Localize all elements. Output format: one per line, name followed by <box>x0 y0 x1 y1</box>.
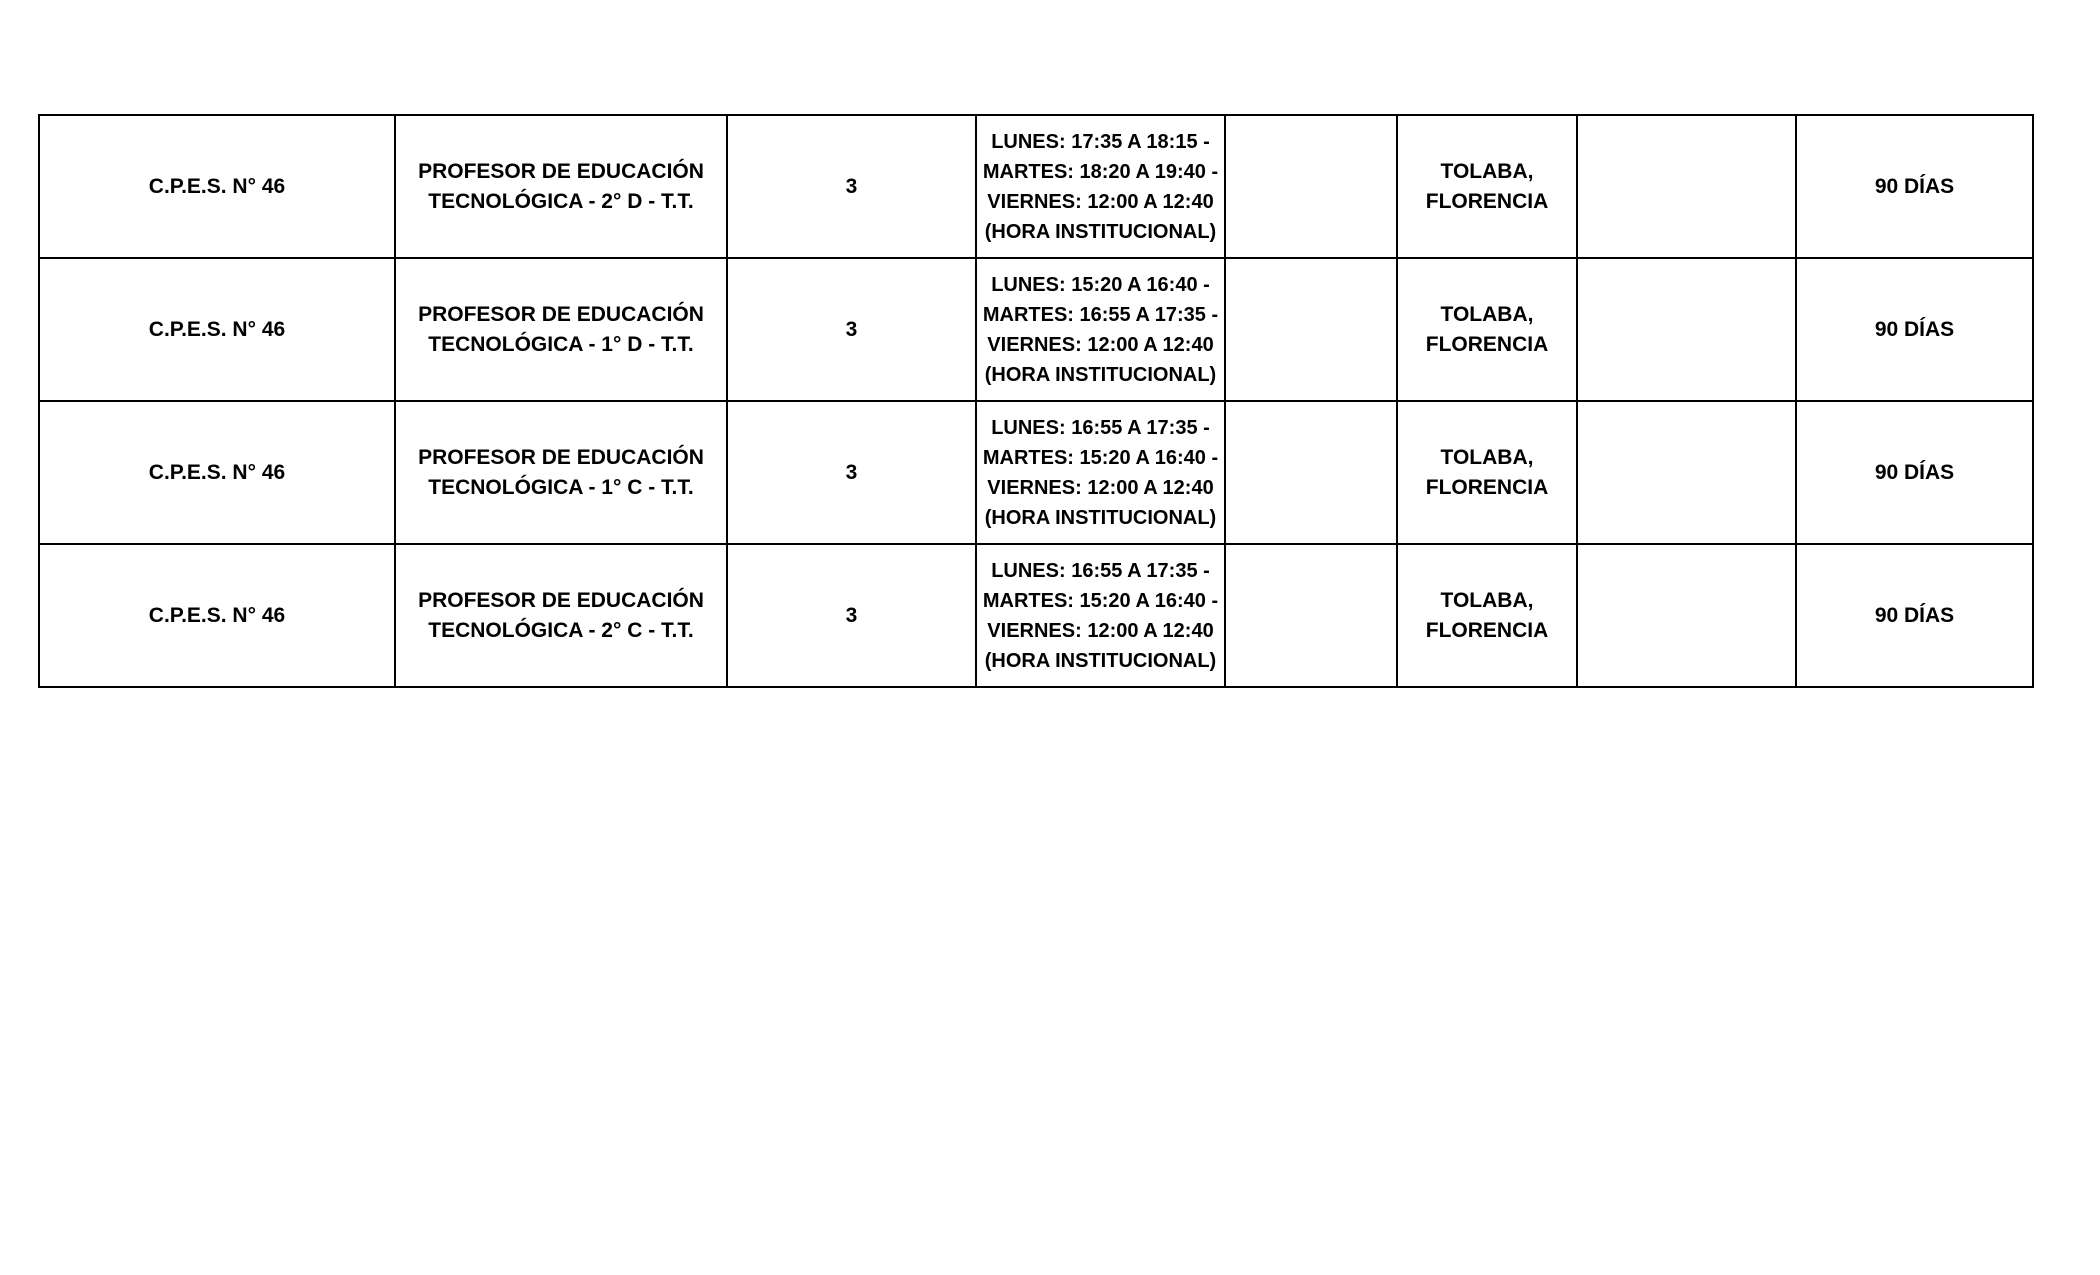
empty-cell <box>1577 401 1796 544</box>
hours-cell: 3 <box>727 544 976 687</box>
duration-cell: 90 DÍAS <box>1796 401 2033 544</box>
empty-cell <box>1225 544 1397 687</box>
duration-cell: 90 DÍAS <box>1796 115 2033 258</box>
empty-cell <box>1225 258 1397 401</box>
empty-cell <box>1577 258 1796 401</box>
table-row <box>39 258 2033 401</box>
duration-cell: 90 DÍAS <box>1796 544 2033 687</box>
schedule-cell: LUNES: 15:20 A 16:40 - MARTES: 16:55 A 17:35 - VIERNES: 12:00 A 12:40 (HORA INSTITUCIONAL) <box>976 258 1225 401</box>
position-cell: PROFESOR DE EDUCACIÓN TECNOLÓGICA - 1° C - T.T. <box>395 401 727 544</box>
empty-cell <box>1225 401 1397 544</box>
position-cell: PROFESOR DE EDUCACIÓN TECNOLÓGICA - 2° D - T.T. <box>395 115 727 258</box>
empty-cell <box>1577 115 1796 258</box>
hours-cell: 3 <box>727 115 976 258</box>
school-cell: C.P.E.S. N° 46 <box>39 401 395 544</box>
vacancy-table <box>38 114 2034 688</box>
hours-cell: 3 <box>727 258 976 401</box>
schedule-cell: LUNES: 17:35 A 18:15 - MARTES: 18:20 A 19:40 - VIERNES: 12:00 A 12:40 (HORA INSTITUCIONAL) <box>976 115 1225 258</box>
school-cell: C.P.E.S. N° 46 <box>39 544 395 687</box>
name-cell: TOLABA, FLORENCIA <box>1397 258 1577 401</box>
schedule-cell: LUNES: 16:55 A 17:35 - MARTES: 15:20 A 16:40 - VIERNES: 12:00 A 12:40 (HORA INSTITUCIONAL) <box>976 401 1225 544</box>
name-cell: TOLABA, FLORENCIA <box>1397 544 1577 687</box>
school-cell: C.P.E.S. N° 46 <box>39 115 395 258</box>
empty-cell <box>1577 544 1796 687</box>
name-cell: TOLABA, FLORENCIA <box>1397 401 1577 544</box>
position-cell: PROFESOR DE EDUCACIÓN TECNOLÓGICA - 1° D - T.T. <box>395 258 727 401</box>
position-cell: PROFESOR DE EDUCACIÓN TECNOLÓGICA - 2° C - T.T. <box>395 544 727 687</box>
duration-cell: 90 DÍAS <box>1796 258 2033 401</box>
table-row <box>39 401 2033 544</box>
hours-cell: 3 <box>727 401 976 544</box>
schedule-cell: LUNES: 16:55 A 17:35 - MARTES: 15:20 A 16:40 - VIERNES: 12:00 A 12:40 (HORA INSTITUCIONAL) <box>976 544 1225 687</box>
table-row <box>39 115 2033 258</box>
empty-cell <box>1225 115 1397 258</box>
table-row <box>39 544 2033 687</box>
school-cell: C.P.E.S. N° 46 <box>39 258 395 401</box>
name-cell: TOLABA, FLORENCIA <box>1397 115 1577 258</box>
